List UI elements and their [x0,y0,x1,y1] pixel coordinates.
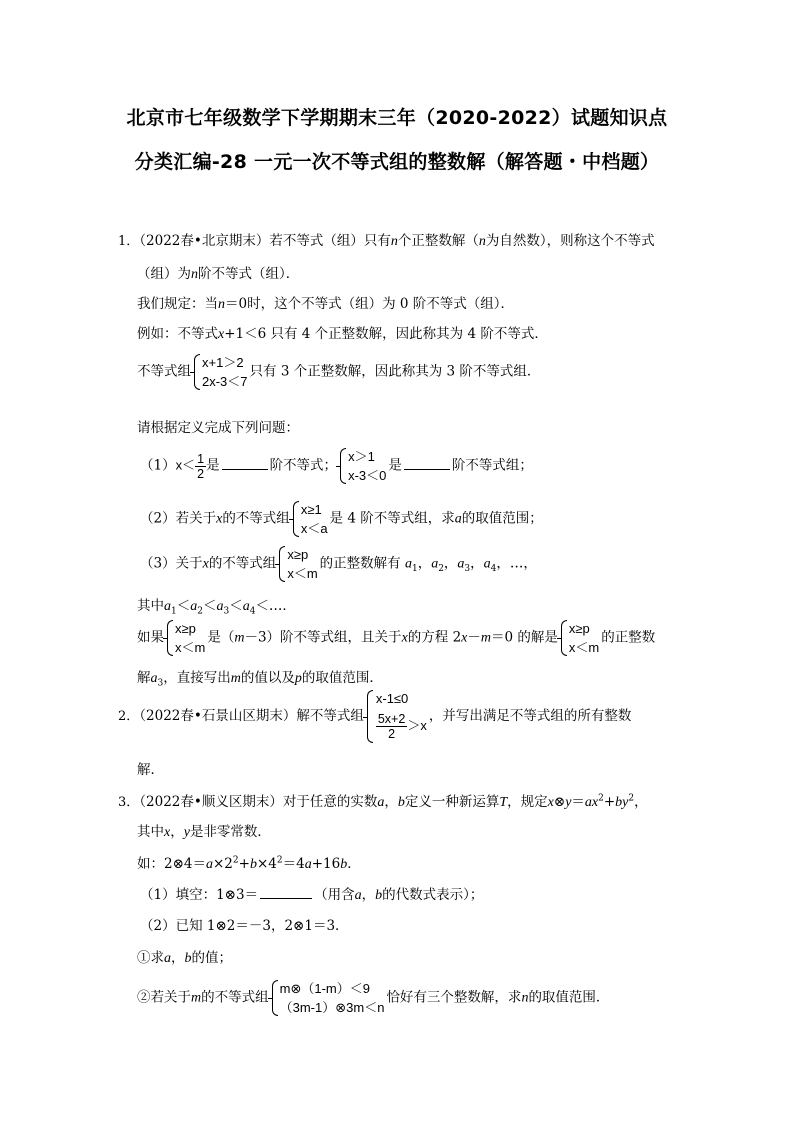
q1-line-8: 如果 x≥p x＜m 是（m－3）阶不等式组，且关于x的方程 2x－m＝0 的解是 x≥p x＜m 的正整数 [137,621,656,655]
q1-line-4: 例如：不等式x+1＜6 只有 4 个正整数解，因此称其为 4 阶不等式． [137,326,548,342]
inequality-system-4: x≥p x＜m [278,545,317,583]
q1-part-3: （3）关于x的不等式组 x≥p x＜m 的正整数解有 $a_1$，$a_2$，$a_3$，$a_4$，…， [140,547,537,581]
inequality-system-6: x≥p x＜m [560,619,599,657]
inequality-system-2: x＞1 x-3＜0 [339,447,386,485]
answer-blank-3 [260,898,312,899]
q1-part-2: （2）若关于x的不等式组 x≥1 x＜a 是 4 阶不等式组，求a的取值范围； [140,502,543,536]
q3-line-2: 其中x，y是非零常数． [137,824,271,840]
inequality-system-q2: x-1≤0 $\frac{5x+2}{2}$ ＞x [366,689,427,744]
q1-part-1: （1）x＜ $\frac{1}{2}$ 是 阶不等式； x＞1 x-3＜0 是 阶不等式组； [140,449,533,483]
q3-line-3: 如：$2\otimes 4=a\times 2^2+b\times 4^2=4a+16b$． [137,855,361,872]
inequality-system-5: x≥p x＜m [166,619,205,657]
q1-line-9: 解$a_3$，直接写出m的值以及p的取值范围． [137,670,383,689]
answer-blank-1 [222,469,268,470]
inequality-system-q3: m⊗（1-m）＜9 （3m-1）⊗3m＜n [271,979,385,1017]
q3-part-2: （2）已知 1⊗2＝－3，2⊗1＝3． [140,918,349,934]
q1-line-6: 请根据定义完成下列问题： [137,420,299,436]
inequality-system-3: x≥1 x＜a [292,500,328,538]
q1-line-1: 1．（2022春•北京期末）若不等式（组）只有n个正整数解（n为自然数），则称这个不等式 [118,233,655,249]
answer-blank-2 [404,469,450,470]
q1-line-5: 不等式组 x+1＞2 2x-3＜7 只有 3 个正整数解，因此称其为 3 阶不等式组． [137,355,541,389]
doc-title-line-1: 北京市七年级数学下学期期末三年（2020-2022）试题知识点 [126,107,668,129]
q2-line-1: 2．（2022春•石景山区期末）解不等式组 x-1≤0 $\frac{5x+2}{2}$ ＞x ，并写出满足不等式组的所有整数 [118,689,631,744]
q3-part-1: （1）填空：1⊗3＝ （用含a，b的代数式表示）； [140,887,484,903]
fraction-one-half: $\frac{1}{2}$ [197,451,205,481]
q3-sub-1: ①求a，b的值； [137,950,232,966]
q1-line-2: （组）为n阶不等式（组）． [137,266,300,282]
doc-title-line-2: 分类汇编-28 一元一次不等式组的整数解（解答题・中档题） [134,151,660,173]
inequality-system-1: x+1＞2 2x-3＜7 [193,353,248,391]
q1-line-3: 我们规定：当n＝0时，这个不等式（组）为 0 阶不等式（组）． [137,296,515,312]
q3-sub-2: ②若关于m的不等式组 m⊗（1-m）＜9 （3m-1）⊗3m＜n 恰好有三个整数解，求n的取值范围． [137,981,610,1015]
q2-line-2: 解． [137,762,164,778]
q1-line-7: 其中$a_1<a_2<a_3<a_4<\dots$． [137,598,296,617]
q3-line-1: 3．（2022春•顺义区期末）对于任意的实数a，b定义一种新运算T，规定$x\otimes y=ax^2+by^2$， [118,793,648,810]
